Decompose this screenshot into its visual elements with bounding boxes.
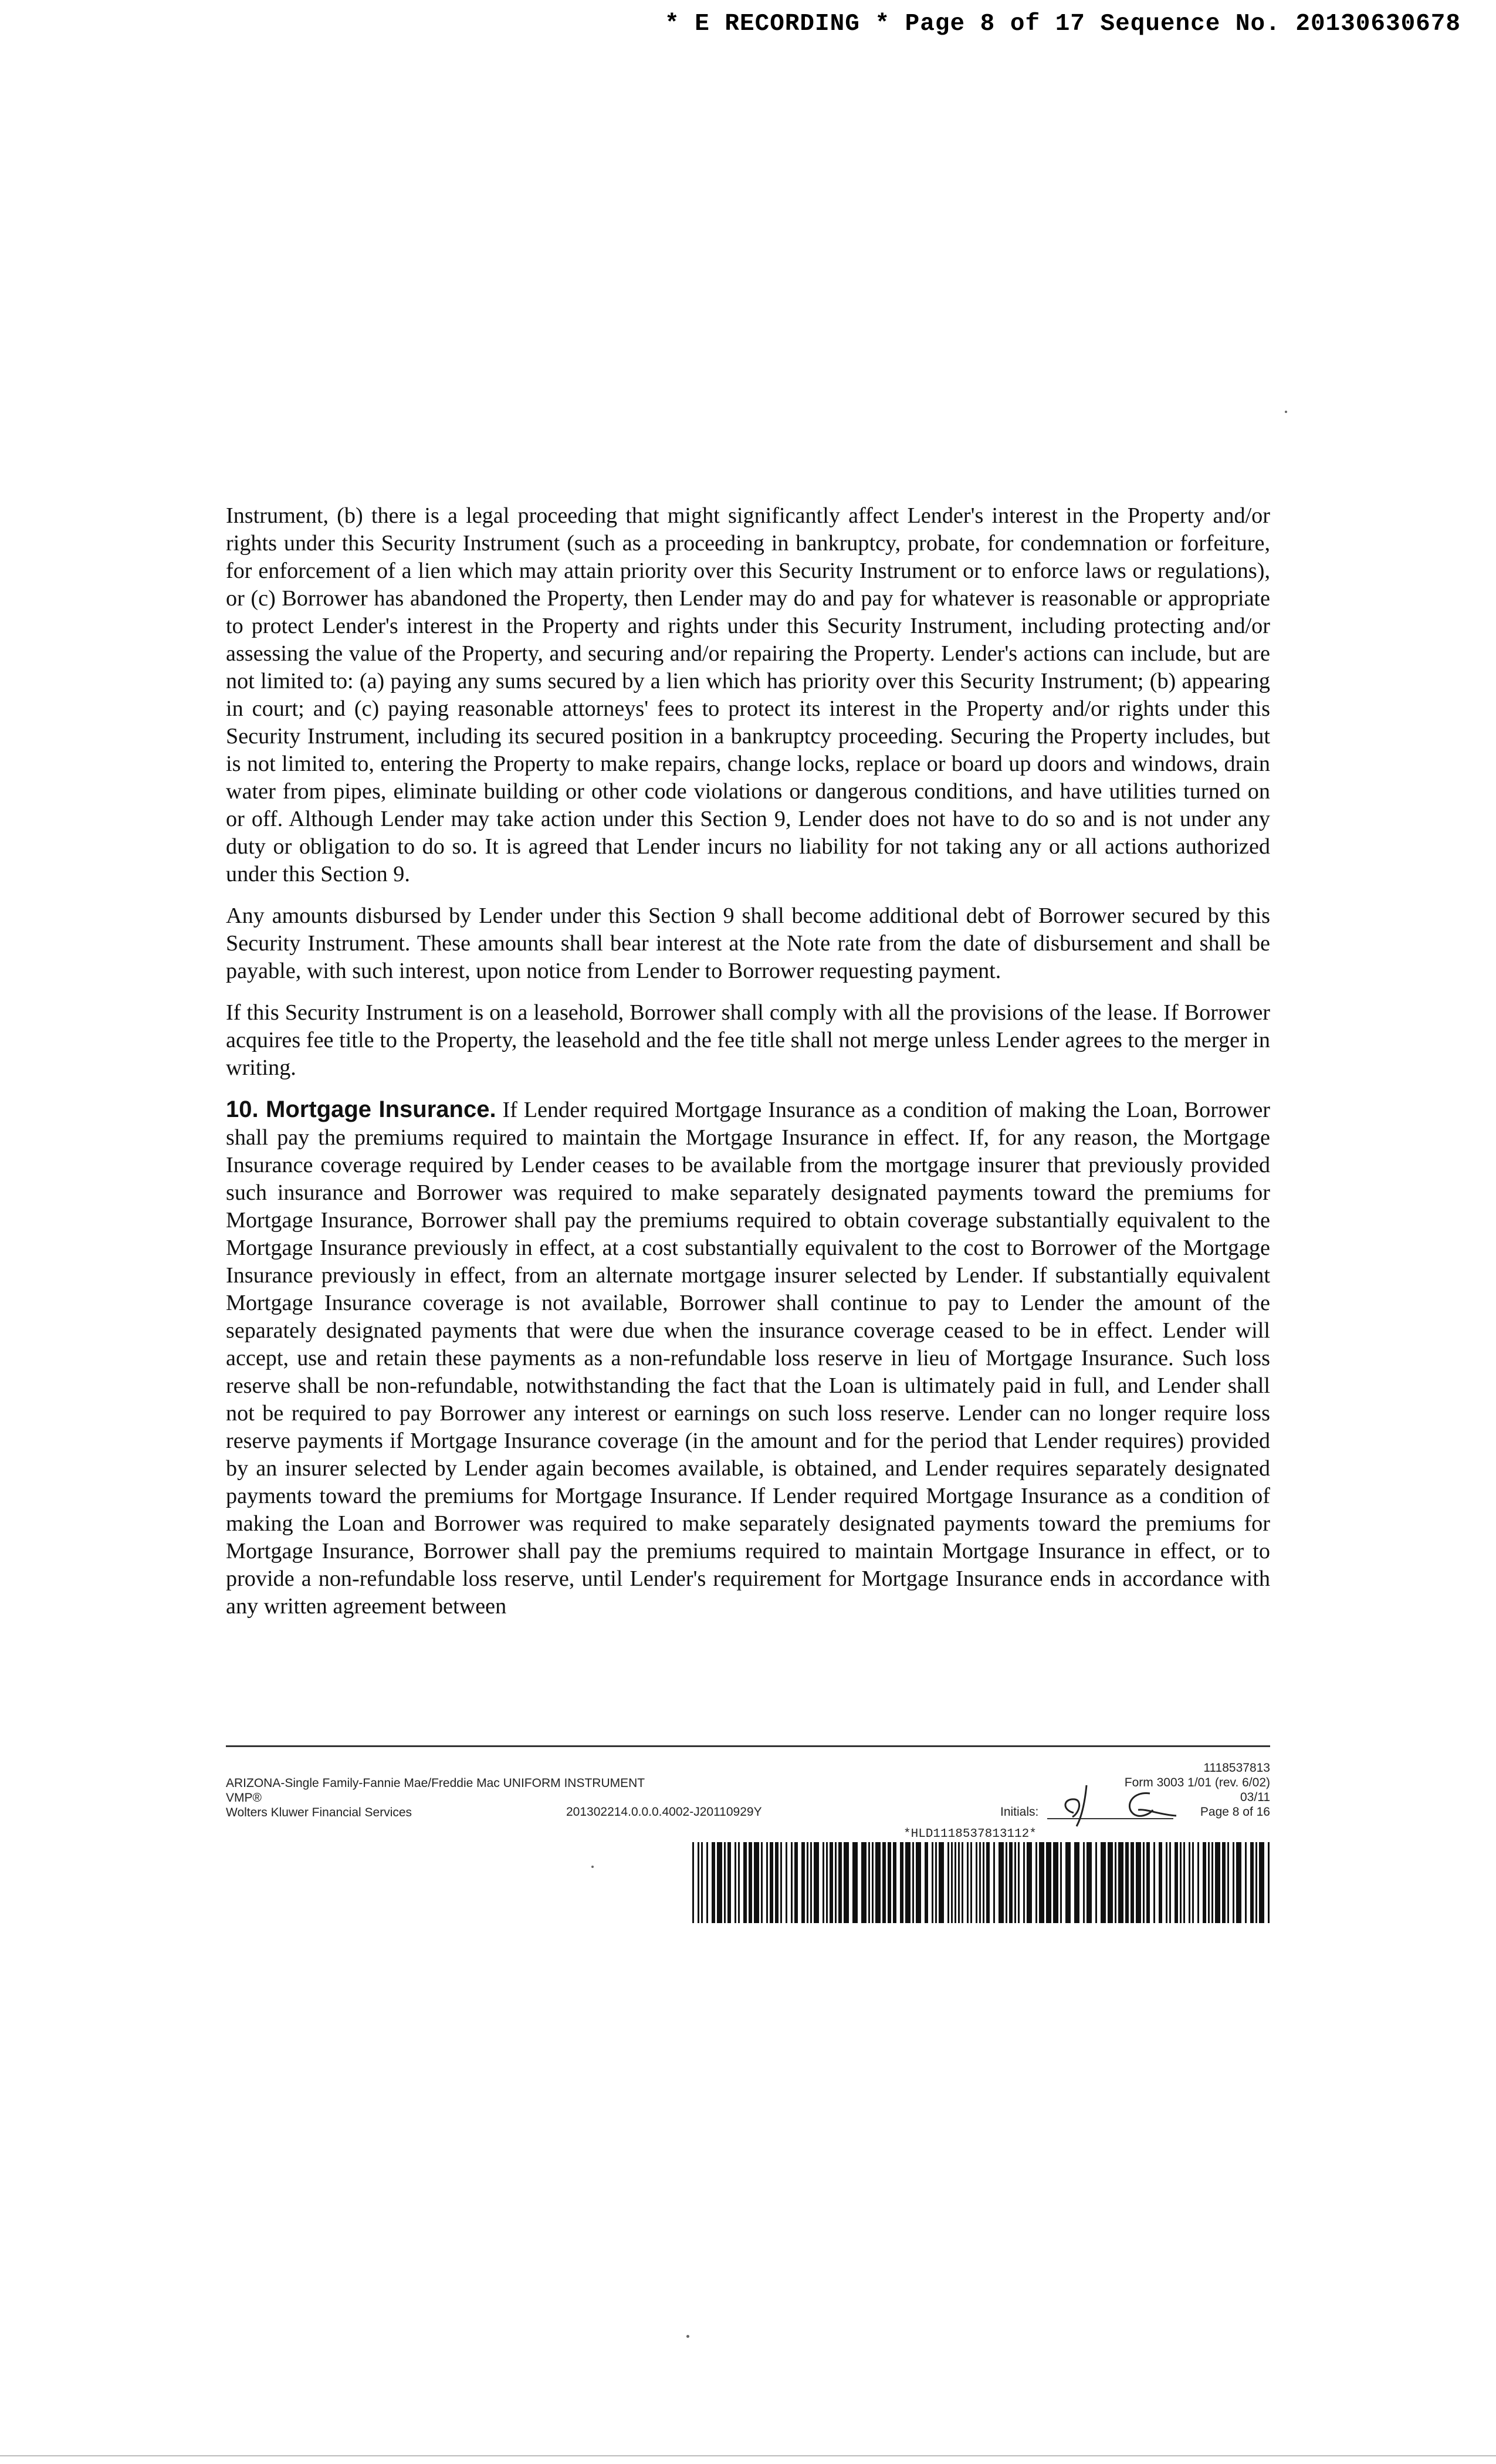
barcode-bar bbox=[1039, 1842, 1044, 1923]
barcode-bar bbox=[916, 1842, 921, 1923]
barcode-bar bbox=[1211, 1842, 1213, 1923]
form-revision: 03/11 bbox=[1240, 1791, 1270, 1804]
barcode-bar bbox=[1222, 1842, 1226, 1923]
document-body bbox=[226, 502, 1270, 1634]
section-10-heading: 10. Mortgage Insurance. bbox=[226, 1096, 496, 1122]
barcode-bar bbox=[801, 1842, 805, 1923]
barcode-bar bbox=[925, 1842, 928, 1923]
page-footer bbox=[226, 1745, 1270, 1945]
barcode-bar bbox=[835, 1842, 837, 1923]
barcode-bar bbox=[955, 1842, 956, 1923]
barcode-bar bbox=[1255, 1842, 1257, 1923]
form-title: ARIZONA-Single Family-Fannie Mae/Freddie Mac UNIFORM INSTRUMENT bbox=[226, 1776, 645, 1790]
barcode-bar bbox=[692, 1842, 694, 1923]
barcode-bar bbox=[983, 1842, 984, 1923]
barcode-bar bbox=[1115, 1842, 1116, 1923]
barcode-bar bbox=[823, 1842, 824, 1923]
barcode-bar bbox=[735, 1842, 736, 1923]
barcode-bar bbox=[1146, 1842, 1150, 1923]
barcode-bar bbox=[701, 1842, 703, 1923]
barcode-bar bbox=[999, 1842, 1004, 1923]
paragraph-section9-continued: Instrument, (b) there is a legal proceeding that might significantly affect Lender's interest in the Property and/or rights under this Security Instrument (such as a proceeding in bankruptcy, probate, for condemnation or forfeiture, for enforcement of a lien which may attain priority over this Security Instrument or to enforce laws or regulations), or (c) Borrower has abandoned the Property, then Lender may do and pay for whatever is reasonable or appropriate to protect Lender's interest in the Property and rights under this Security Instrument, including protecting and/or assessing the value of the Property, and securing and/or repairing the Property. Lender's actions can include, but are not limited to: (a) paying any sums secured by a lien which has priority over this Security Instrument; (b) appearing in court; and (c) paying reasonable attorneys' fees to protect its interest in the Property and/or rights under this Security Instrument, including its secured position in a bankruptcy proceeding. Securing the Property includes, but is not limited to, entering the Property to make repairs, change locks, replace or board up doors and windows, drain water from pipes, eliminate building or other code violations or dangerous conditions, and have utilities turned on or off. Although Lender may take action under this Section 9, Lender does not have to do so and is not under any duty or obligation to do so. It is agreed that Lender incurs no liability for not taking any or all actions authorized under this Section 9. bbox=[226, 503, 1270, 886]
barcode-bar bbox=[1233, 1842, 1234, 1923]
barcode-bar bbox=[838, 1842, 842, 1923]
barcode-bar bbox=[1046, 1842, 1051, 1923]
barcode bbox=[692, 1842, 1270, 1923]
barcode-bar bbox=[791, 1842, 793, 1923]
barcode-bar bbox=[761, 1842, 763, 1923]
barcode-bar bbox=[1250, 1842, 1254, 1923]
barcode-bar bbox=[1023, 1842, 1025, 1923]
page-number: Page 8 of 16 bbox=[1200, 1805, 1270, 1819]
barcode-bar bbox=[830, 1842, 833, 1923]
barcode-bar bbox=[1083, 1842, 1085, 1923]
barcode-bar bbox=[986, 1842, 990, 1923]
paragraph-disbursed-amounts: Any amounts disbursed by Lender under this Section 9 shall become additional debt of Borrower secured by this Security Instrument. These amounts shall bear interest at the Note rate from the date of disbursement and shall be payable, with such interest, upon notice from Lender to Borrower requesting payment. bbox=[226, 903, 1270, 983]
barcode-bar bbox=[962, 1842, 963, 1923]
barcode-bar bbox=[1006, 1842, 1007, 1923]
barcode-bar bbox=[1245, 1842, 1247, 1923]
barcode-bar bbox=[1125, 1842, 1129, 1923]
barcode-bar bbox=[1118, 1842, 1123, 1923]
footer-rule bbox=[226, 1745, 1270, 1747]
scan-speck bbox=[1285, 411, 1287, 413]
barcode-bar bbox=[905, 1842, 911, 1923]
barcode-bar bbox=[786, 1842, 787, 1923]
barcode-bar bbox=[1035, 1842, 1037, 1923]
barcode-bar bbox=[1203, 1842, 1206, 1923]
barcode-bar bbox=[770, 1842, 773, 1923]
barcode-bar bbox=[979, 1842, 981, 1923]
barcode-bar bbox=[939, 1842, 944, 1923]
barcode-bar bbox=[1101, 1842, 1106, 1923]
barcode-bar bbox=[912, 1842, 914, 1923]
barcode-bar bbox=[872, 1842, 874, 1923]
publisher-name: Wolters Kluwer Financial Services bbox=[226, 1806, 412, 1819]
barcode-bar bbox=[1143, 1842, 1145, 1923]
barcode-bar bbox=[712, 1842, 715, 1923]
barcode-bar bbox=[1197, 1842, 1199, 1923]
barcode-bar bbox=[1268, 1842, 1270, 1923]
barcode-bar bbox=[1087, 1842, 1092, 1923]
barcode-bar bbox=[947, 1842, 949, 1923]
barcode-bar bbox=[844, 1842, 849, 1923]
barcode-bar bbox=[1236, 1842, 1241, 1923]
scan-edge-line bbox=[0, 2455, 1496, 2456]
barcode-bar bbox=[727, 1842, 731, 1923]
barcode-bar bbox=[1074, 1842, 1079, 1923]
barcode-bar bbox=[893, 1842, 896, 1923]
barcode-bar bbox=[935, 1842, 937, 1923]
barcode-bar bbox=[882, 1842, 886, 1923]
barcode-bar bbox=[826, 1842, 828, 1923]
barcode-bar bbox=[967, 1842, 969, 1923]
barcode-bar bbox=[738, 1842, 740, 1923]
barcode-bar bbox=[743, 1842, 747, 1923]
barcode-bar bbox=[1159, 1842, 1162, 1923]
barcode-bar bbox=[1175, 1842, 1178, 1923]
document-code: 201302214.0.0.0.4002-J20110929Y bbox=[566, 1805, 762, 1819]
barcode-bar bbox=[993, 1842, 995, 1923]
initials-label: Initials: bbox=[1000, 1805, 1039, 1819]
barcode-bar bbox=[1095, 1842, 1097, 1923]
barcode-bar bbox=[1259, 1842, 1264, 1923]
barcode-bar bbox=[951, 1842, 953, 1923]
barcode-bar bbox=[706, 1842, 708, 1923]
barcode-bar bbox=[1136, 1842, 1141, 1923]
barcode-bar bbox=[1169, 1842, 1171, 1923]
barcode-bar bbox=[1131, 1842, 1134, 1923]
barcode-bar bbox=[766, 1842, 768, 1923]
vmp-mark: VMP® bbox=[226, 1791, 262, 1805]
barcode-bar bbox=[852, 1842, 858, 1923]
scan-speck bbox=[686, 2335, 689, 2338]
barcode-bar bbox=[780, 1842, 782, 1923]
paragraph-leasehold: If this Security Instrument is on a leasehold, Borrower shall comply with all the provisions of the lease. If Borrower acquires fee title to the Property, the leasehold and the fee title shall not merge unless Lender agrees to the merger in writing. bbox=[226, 1000, 1270, 1080]
barcode-bar bbox=[1208, 1842, 1210, 1923]
barcode-bar bbox=[888, 1842, 891, 1923]
barcode-bar bbox=[958, 1842, 960, 1923]
barcode-bar bbox=[868, 1842, 870, 1923]
barcode-bar bbox=[698, 1842, 699, 1923]
barcode-bar bbox=[1014, 1842, 1016, 1923]
barcode-bar bbox=[976, 1842, 977, 1923]
barcode-bar bbox=[717, 1842, 722, 1923]
form-number: Form 3003 1/01 (rev. 6/02) bbox=[1124, 1776, 1270, 1789]
barcode-bar bbox=[1227, 1842, 1229, 1923]
barcode-bar bbox=[970, 1842, 972, 1923]
section-10-mortgage-insurance bbox=[226, 1096, 1270, 1620]
barcode-bar bbox=[1183, 1842, 1185, 1923]
barcode-bar bbox=[794, 1842, 798, 1923]
barcode-bar bbox=[932, 1842, 933, 1923]
barcode-bar bbox=[900, 1842, 903, 1923]
barcode-bar bbox=[1166, 1842, 1167, 1923]
barcode-bar bbox=[1192, 1842, 1194, 1923]
barcode-bar bbox=[1065, 1842, 1071, 1923]
initials-signature bbox=[1056, 1781, 1179, 1827]
barcode-bar bbox=[749, 1842, 752, 1923]
barcode-label: *HLD1118537813112* bbox=[903, 1827, 1037, 1841]
barcode-bar bbox=[1027, 1842, 1032, 1923]
barcode-bar bbox=[1215, 1842, 1220, 1923]
barcode-bar bbox=[1180, 1842, 1182, 1923]
loan-number: 1118537813 bbox=[1203, 1761, 1270, 1775]
barcode-bar bbox=[1153, 1842, 1155, 1923]
barcode-bar bbox=[1108, 1842, 1113, 1923]
barcode-bar bbox=[861, 1842, 867, 1923]
barcode-bar bbox=[1018, 1842, 1020, 1923]
section-10-text: If Lender required Mortgage Insurance as a condition of making the Loan, Borrower shall pay the premiums required to maintain the Mortgage Insurance in effect. If, for any reason, the Mortgage Insurance coverage required by Lender ceases to be available from the mortgage insurer that previously provided such insurance and Borrower was required to make separately designated payments toward the premiums for Mortgage Insurance, Borrower shall pay the premiums required to obtain coverage substantially equivalent to the Mortgage Insurance previously in effect, at a cost substantially equivalent to the cost to Borrower of the Mortgage Insurance previously in effect, from an alternate mortgage insurer selected by Lender. If substantially equivalent Mortgage Insurance coverage is not available, Borrower shall continue to pay to Lender the amount of the separately designated payments that were due when the insurance coverage ceased to be in effect. Lender will accept, use and retain these payments as a non-refundable loss reserve in lieu of Mortgage Insurance. Such loss reserve shall be non-refundable, notwithstanding the fact that the Loan is ultimately paid in full, and Lender shall not be required to pay Borrower any interest or earnings on such loss reserve. Lender can no longer require loss reserve payments if Mortgage Insurance coverage (in the amount and for the period that Lender requires) provided by an insurer selected by Lender again becomes available, is obtained, and Lender requires separately designated payments toward the premiums for Mortgage Insurance. If Lender required Mortgage Insurance as a condition of making the Loan and Borrower was required to make separately designated payments toward the premiums for Mortgage Insurance, Borrower shall pay the premiums required to maintain Mortgage Insurance in effect, or to provide a non-refundable loss reserve, until Lender's requirement for Mortgage Insurance ends in accordance with any written agreement between bbox=[226, 1098, 1270, 1619]
recording-header: * E RECORDING * Page 8 of 17 Sequence No. 20130630678 bbox=[664, 11, 1461, 38]
scan-speck bbox=[591, 1866, 594, 1868]
barcode-bar bbox=[1189, 1842, 1190, 1923]
barcode-bar bbox=[1009, 1842, 1013, 1923]
barcode-bar bbox=[754, 1842, 759, 1923]
barcode-bar bbox=[1053, 1842, 1058, 1923]
barcode-bar bbox=[807, 1842, 808, 1923]
barcode-bar bbox=[724, 1842, 726, 1923]
barcode-bar bbox=[810, 1842, 812, 1923]
barcode-bar bbox=[1060, 1842, 1062, 1923]
barcode-bar bbox=[814, 1842, 819, 1923]
barcode-bar bbox=[875, 1842, 881, 1923]
barcode-bar bbox=[775, 1842, 779, 1923]
